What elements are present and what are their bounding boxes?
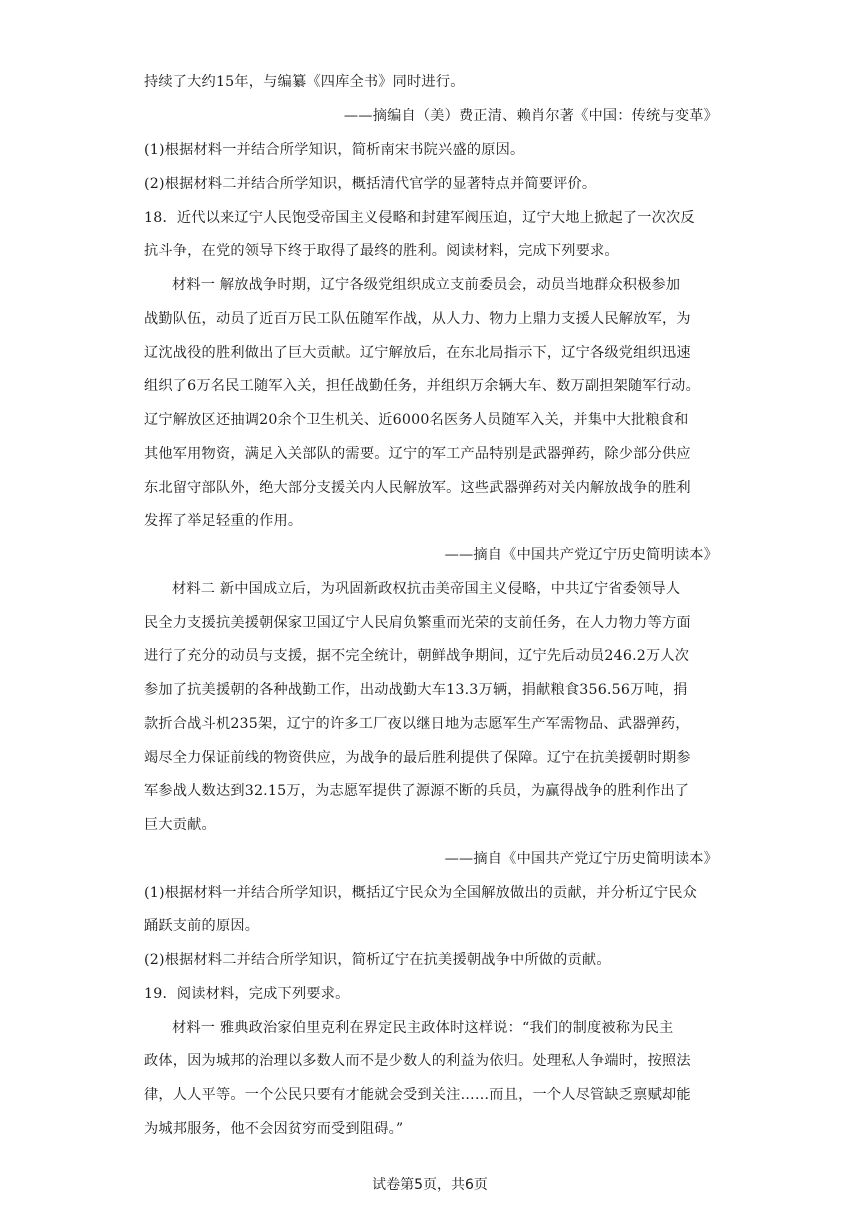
text-line: 辽沈战役的胜利做出了巨大贡献。辽宁解放后，在东北局指示下，辽宁各级党组织迅速 — [144, 345, 691, 361]
question-2: (2)根据材料二并结合所学知识，概括清代官学的显著特点并简要评价。 — [144, 176, 597, 192]
text-line: 巨大贡献。 — [144, 817, 216, 833]
question-19-intro: 19．阅读材料，完成下列要求。 — [144, 986, 350, 1002]
text-line: 民全力支援抗美援朝保家卫国辽宁人民肩负繁重而光荣的支前任务，在人力物力等方面 — [144, 615, 691, 631]
text-line: 辽宁解放区还抽调20余个卫生机关、近6000名医务人员随军入关，并集中大批粮食和 — [144, 412, 689, 428]
text-line: 政体，因为城邦的治理以多数人而不是少数人的利益为依归。处理私人争端时，按照法 — [144, 1053, 691, 1069]
text-line: 发挥了举足轻重的作用。 — [144, 513, 303, 529]
material-one-heading: 材料一 解放战争时期，辽宁各级党组织成立支前委员会，动员当地群众积极参加 — [172, 277, 681, 293]
text-line: 竭尽全力保证前线的物资供应，为战争的最后胜利提供了保障。辽宁在抗美援朝时期参 — [144, 750, 691, 766]
text-line: 组织了6万名民工随军入关，担任战勤任务，并组织万余辆大车、数万副担架随军行动。 — [144, 378, 700, 394]
source-citation: ——摘自《中国共产党辽宁历史简明读本》 — [444, 547, 718, 563]
question-1: (1)根据材料一并结合所学知识，概括辽宁民众为全国解放做出的贡献，并分析辽宁民众 — [144, 885, 698, 901]
question-1: (1)根据材料一并结合所学知识，简析南宋书院兴盛的原因。 — [144, 142, 525, 158]
text-line: 抗斗争，在党的领导下终于取得了最终的胜利。阅读材料，完成下列要求。 — [144, 243, 619, 259]
material-one-heading: 材料一 雅典政治家伯里克利在界定民主政体时这样说：“我们的制度被称为民主 — [172, 1020, 674, 1036]
text-line: 律，人人平等。一个公民只要有才能就会受到关注……而且，一个人尽管缺乏禀赋却能 — [144, 1087, 691, 1103]
source-citation: ——摘编自（美）费正清、赖肖尔著《中国：传统与变革》 — [343, 108, 718, 124]
text-line: 踊跃支前的原因。 — [144, 918, 260, 934]
material-two-heading: 材料二 新中国成立后，为巩固新政权抗击美帝国主义侵略，中共辽宁省委领导人 — [172, 581, 681, 597]
text-line: 东北留守部队外，绝大部分支援关内人民解放军。这些武器弹药对关内解放战争的胜利 — [144, 480, 691, 496]
text-line: 军参战人数达到32.15万，为志愿军提供了源源不断的兵员，为赢得战争的胜利作出了 — [144, 783, 690, 799]
text-line: 其他军用物资，满足入关部队的需要。辽宁的军工产品特别是武器弹药，除少部分供应 — [144, 446, 691, 462]
text-line: 款折合战斗机235架，辽宁的许多工厂夜以继日地为志愿军生产军需物品、武器弹药， — [144, 716, 690, 732]
page-footer: 试卷第5页，共6页 — [372, 1177, 488, 1193]
question-18-intro: 18．近代以来辽宁人民饱受帝国主义侵略和封建军阀压迫，辽宁大地上掀起了一次次反 — [144, 210, 695, 226]
text-line: 战勤队伍，动员了近百万民工队伍随军作战，从人力、物力上鼎力支援人民解放军，为 — [144, 311, 691, 327]
source-citation: ——摘自《中国共产党辽宁历史简明读本》 — [444, 851, 718, 867]
text-line: 持续了大约15年，与编纂《四库全书》同时进行。 — [144, 74, 465, 90]
text-line: 进行了充分的动员与支援，据不完全统计，朝鲜战争期间，辽宁先后动员246.2万人次 — [144, 648, 690, 664]
question-2: (2)根据材料二并结合所学知识，简析辽宁在抗美援朝战争中所做的贡献。 — [144, 952, 611, 968]
text-line: 为城邦服务，他不会因贫穷而受到阻碍。” — [144, 1121, 404, 1137]
text-line: 参加了抗美援朝的各种战勤工作，出动战勤大车13.3万辆，捐献粮食356.56万吨，捐 — [144, 682, 688, 698]
